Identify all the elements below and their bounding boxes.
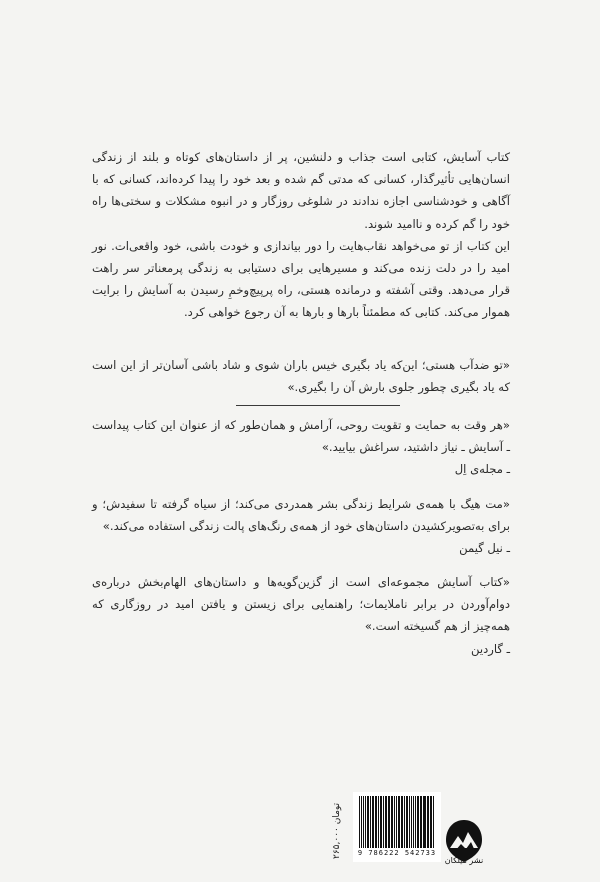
barcode-bar (394, 796, 395, 848)
barcode-bar (398, 796, 400, 848)
quote-block-2 (92, 414, 510, 481)
barcode-bars (359, 796, 435, 848)
barcode-bar (423, 796, 424, 848)
quote-attribution: ـ گاردین (471, 641, 510, 656)
quote-attribution: ـ نیل گیمن (459, 541, 510, 556)
barcode-bar (370, 796, 372, 848)
barcode (353, 792, 441, 862)
barcode-bar (424, 796, 426, 848)
barcode-bar (409, 796, 411, 848)
barcode-bar (411, 796, 412, 848)
quote-text: «هر وقت به حمایت و تقویت روحی، آرامش و همان‌طور که از عنوان این کتاب پیداست ـ آسایش ـ نیاز داشتید، سراغش بیایید.» (92, 418, 510, 455)
barcode-bar (359, 796, 360, 848)
quote-attribution: ـ مجله‌ی اِل (454, 462, 510, 477)
barcode-bar (427, 796, 429, 848)
barcode-bar (383, 796, 384, 848)
barcode-bar (363, 796, 365, 848)
barcode-bar (367, 796, 369, 848)
barcode-bar (361, 796, 362, 848)
barcode-bar (404, 796, 406, 848)
barcode-bar (406, 796, 407, 848)
barcode-bar (417, 796, 418, 848)
barcode-bar (401, 796, 403, 848)
quote-text: «تو ضدآب هستی؛ این‌که یاد بگیری خیس باران شوی و شاد باشی آسان‌تر از این است که یاد بگیری چطور جلوی بارش آن را بگیری.» (92, 358, 510, 395)
quote-text: «کتاب آسایش مجموعه‌ای است از گزین‌گویه‌ها و داستان‌های الهام‌بخش درباره‌ی دوام‌آوردن در برابر ناملایمات؛ راهنمایی برای زیستن و یافتن امید در روزگاری که همه‌چیز از هم گسیخته است.» (92, 575, 510, 634)
barcode-bar (418, 796, 419, 848)
description-paragraph-2: این کتاب از تو می‌خواهد نقاب‌هایت را دور بیاندازی و خودت باشی، خود واقعی‌ات. نور امید را در دلت زنده می‌کند و مسیرهایی برای دستیابی به زندگی پرمعناتر سر راهت قرار می‌دهد. وقتی آشفته و درمانده هستی، راه پرپیچ‌وخمِ رسیدن به آسایش را برایت هموار می‌کند. کتابی که مطمئناً بارها و بارها به آن رجوع خواهی کرد. (92, 238, 510, 320)
barcode-bar (385, 796, 386, 848)
barcode-bar (415, 796, 416, 848)
quote-text: «مت هیگ با همه‌ی شرایط زندگی بشر همدردی می‌کند؛ از سیاه گرفته تا سفیدش؛ و برای به‌تصویرکشیدن داستان‌های خود از همه‌ی رنگ‌های پالت زندگی استفاده می‌کند.» (92, 497, 510, 534)
barcode-number: 9 786222 542733 (357, 849, 437, 857)
description-paragraph-1: کتاب آسایش، کتابی است جذاب و دلنشین، پر از داستان‌های کوتاه و بلند از زندگی انسان‌هایی تأثیرگذار، کسانی که مدتی گم شده و بعد خود را پیدا کرده‌اند، کسانی که با آگاهی و خودشناسی اجازه ندادند در شلوغی روزگار و در انبوه مشکلات و سختی‌ها راه خود را گم کرده و ناامید شوند. (92, 150, 510, 231)
barcode-bar (391, 796, 393, 848)
barcode-bar (396, 796, 398, 848)
publisher-name: نشر میلکان (444, 856, 484, 865)
barcode-bar (378, 796, 379, 848)
barcode-bar (365, 796, 366, 848)
barcode-bar (388, 796, 389, 848)
barcode-bar (413, 796, 414, 848)
price-label: ۲۶۵,۰۰۰ تومان (332, 802, 342, 860)
book-description (92, 146, 510, 324)
barcode-bar (375, 796, 377, 848)
barcode-bar (430, 796, 432, 848)
divider-line (236, 405, 400, 406)
quote-block-1 (92, 354, 510, 398)
barcode-bar (386, 796, 387, 848)
barcode-bar (372, 796, 374, 848)
barcode-bar (389, 796, 390, 848)
barcode-bar (380, 796, 382, 848)
quote-block-4 (92, 571, 510, 660)
quote-block-3 (92, 493, 510, 560)
barcode-bar (420, 796, 422, 848)
barcode-bar (433, 796, 435, 848)
